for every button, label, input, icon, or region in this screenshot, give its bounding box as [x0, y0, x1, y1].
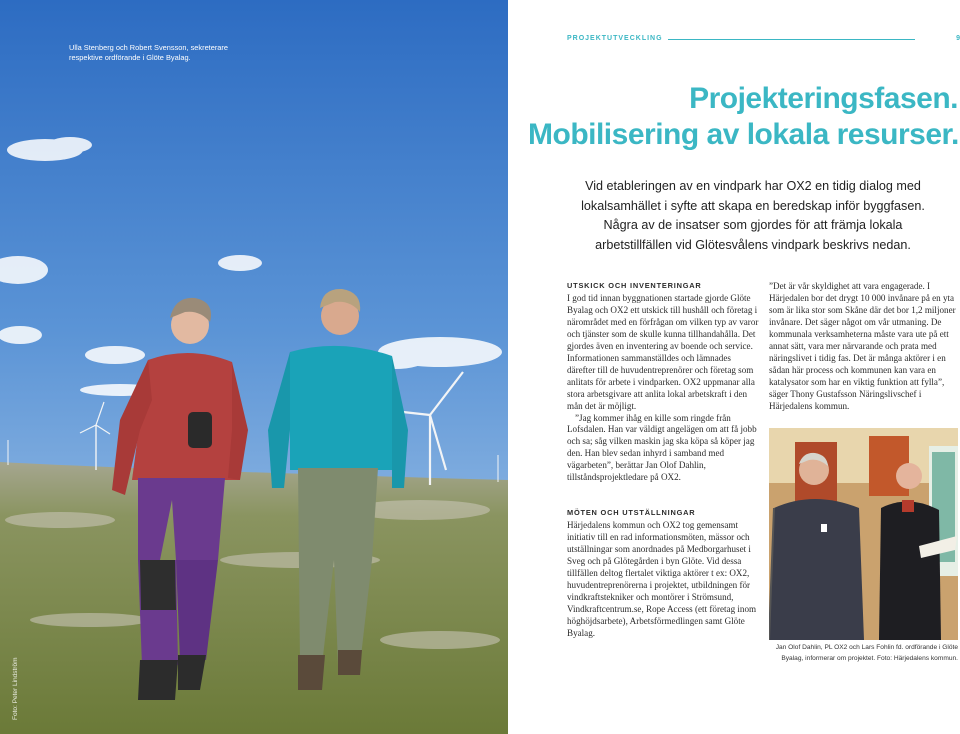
body-paragraph: Härjedalens kommun och OX2 tog gemensamt initiativ till en rad informationsmöten, mässor och utställningar som anordnades på Medborgarhuset i Sveg och på Glötegården i byn Glöte. Vid dessa tillfällen deltog flertalet viktiga aktörer t ex: OX2, huvudentreprenörerna i projektet, utbildningen för vindkraftstekniker och montörer i Strömsund, Vindkraftcentrum.se, Rope Access (ett företag inom höghöjdsarbete), Arbetsförmedlingen samt Glöte Byalag.	[567, 520, 757, 638]
photo-credit: Foto: Peter Lindström	[12, 657, 19, 720]
header-rule	[668, 39, 915, 40]
quote-paragraph: ”Det är vår skyldighet att vara engagerade. I Härjedalen bor det drygt 10 000 invånare på en yta som är lika stor som Skåne där det bor 1,2 miljoner invånare. Det säger något om vår utmaning. De kommunala verksamheterna måste vara ute på ett annat sätt, vara mer närvarande och prata med näringslivet i tidig fas. Det är många aktörer i en sådan här process och kommunen kan vara en katalysator som har en viktig funktion att fylla”, säger Thony Gustafsson Näringslivschef i Härjedalens kommun.	[769, 281, 956, 411]
meeting-photo	[769, 428, 958, 640]
intro-line-4: arbetstillfällen vid Glötesvålens vindpark beskrivs nedan.	[595, 237, 911, 252]
quote-column	[769, 281, 959, 412]
title-line-2: Mobilisering av lokala resurser.	[528, 118, 959, 151]
inset-photo	[769, 428, 958, 640]
article-page	[508, 0, 960, 734]
intro-line-3: Några av de insatser som gjordes för att främja lokala	[603, 218, 903, 232]
inset-caption: Jan Olof Dahlin, PL OX2 och Lars Fohlin fd. ordförande i Glöte Byalag, informerar om projektet. Foto: Härjedalens kommun.	[775, 644, 958, 662]
title-line-1: Projekteringsfasen.	[689, 82, 958, 115]
intro-line-1: Vid etableringen av en vindpark har OX2 en tidig dialog med	[585, 179, 921, 193]
intro-text	[568, 177, 938, 255]
photo-caption: Ulla Stenberg och Robert Svensson, sekreterare respektive ordförande i Glöte Byalag.	[69, 43, 228, 62]
body-paragraph: ”Jag kommer ihåg en kille som ringde från Lofsdalen. Han var väldigt angelägen om att få jobb och sa; såg vilken maskin jag ska köpa så köper jag den. Han blev sedan inhyrd i samband med vägarbeten”, berättar Jan Olof Dahlin, tillståndsprojektledare på OX2.	[567, 412, 757, 483]
section-utskick	[567, 281, 759, 484]
section-heading: MÖTEN OCH UTSTÄLLNINGAR	[567, 508, 696, 517]
running-header	[567, 35, 960, 45]
page-number: 9	[956, 35, 960, 42]
intro-line-2: lokalsamhället i syfte att skapa en beredskap inför byggfasen.	[581, 198, 925, 213]
section-moten	[567, 508, 759, 640]
body-paragraph: I god tid innan byggnationen startade gjorde Glöte Byalag och OX2 ett utskick till hushåll och företag i närområdet med en förfrågan om vilken typ av varor och tjänster som de skulle kunna tillhandahålla. Det gjordes även en inventering av boende och service. Informationen sammanställdes och lämnades därefter till de huvudentreprenörer och företag som anlitats för arbete i vindparken. OX2 uppmanar alla stora arbetsgivare att anlita lokal arbetskraft i den mån det är möjligt.	[567, 293, 759, 411]
page-title	[528, 81, 958, 153]
section-heading: UTSKICK OCH INVENTERINGAR	[567, 281, 702, 290]
section-label: PROJEKTUTVECKLING	[567, 35, 663, 42]
